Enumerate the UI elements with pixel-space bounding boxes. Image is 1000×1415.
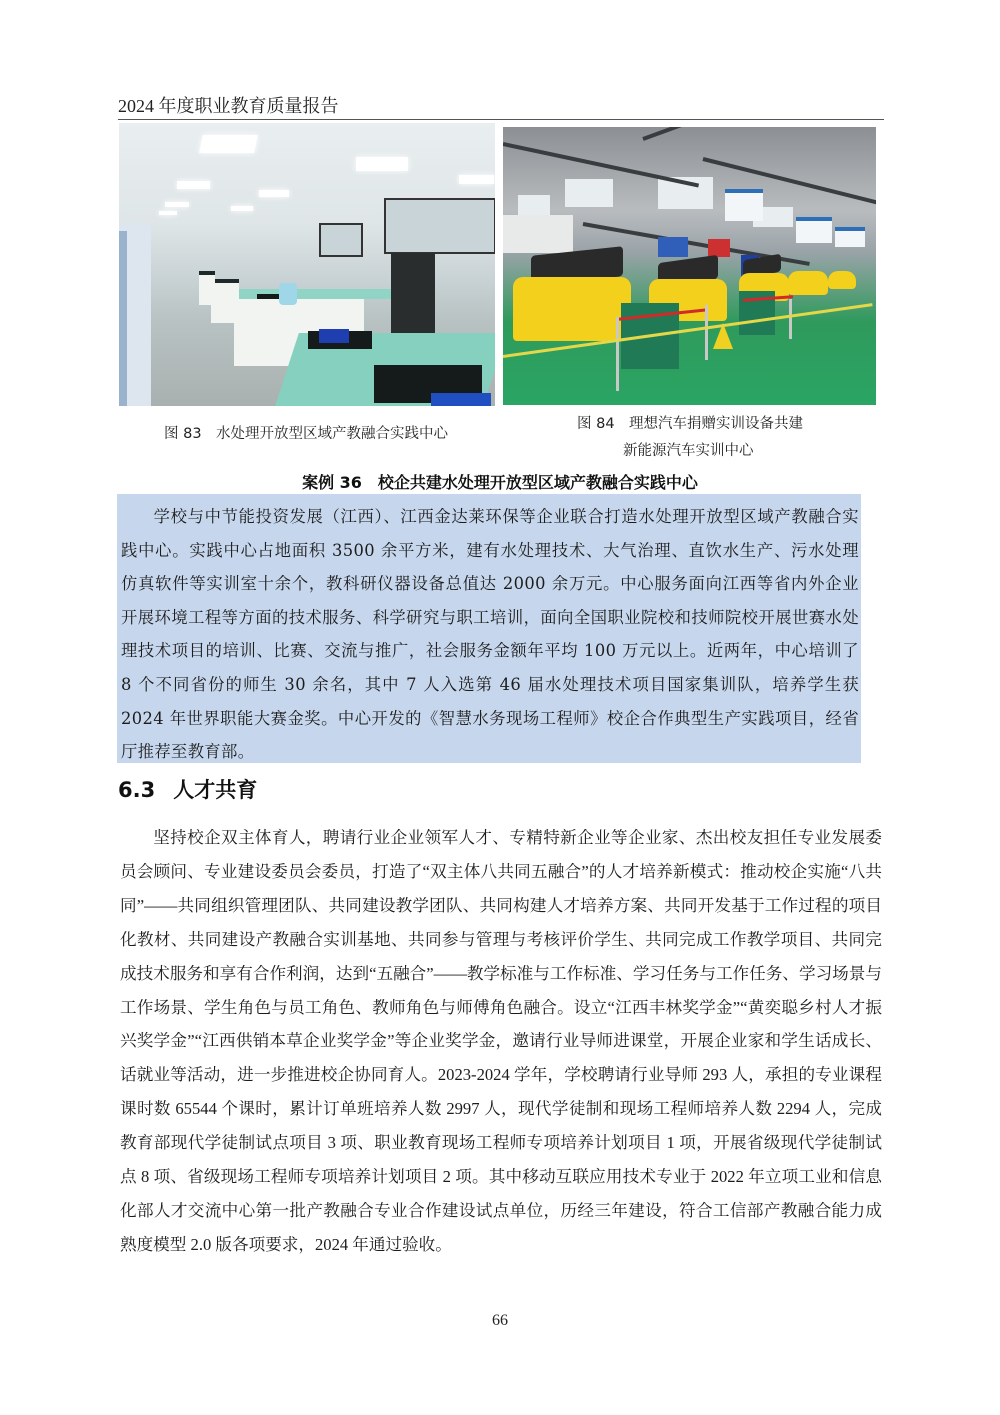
case-study-body: 学校与中节能投资发展（江西）、江西金达莱环保等企业联合打造水处理开放型区域产教融合实践中心。实践中心占地面积 3500 余平方米，建有水处理技术、大气治理、直饮水生产、污水处理仿真软件等实训室十余个，教科研仪器设备总值达 2000 余万元。中心服务面向江西等省内外企业开展环境工程等方面的技术服务、科学研究与职工培训，面向全国职业院校和技师院校开展世赛水处理技术项目的培训、比赛、交流与推广，社会服务金额年平均 100 万元以上。近两年，中心培训了 8 个不同省份的师生 30 余名，其中 7 人入选第 46 届水处理技术项目国家集训队，培养学生获 2024 年世界职能大赛金奖。中心开发的《智慧水务现场工程师》校企合作典型生产实践项目，经省厅推荐至教育部。	[121, 507, 859, 762]
figure-83-caption: 图 83 水处理开放型区域产教融合实践中心	[164, 426, 449, 442]
page-number: 66	[492, 1312, 508, 1329]
section-heading	[118, 774, 257, 804]
figure-84-caption-line2: 新能源汽车实训中心	[623, 443, 754, 459]
section-body-paragraph: 坚持校企双主体育人，聘请行业企业领军人才、专精特新企业等企业家、杰出校友担任专业发展委员会顾问、专业建设委员会委员，打造了“双主体八共同五融合”的人才培养新模式：推动校企实施“八共同”——共同组织管理团队、共同建设教学团队、共同构建人才培养方案、共同开发基于工作过程的项目化教材、共同建设产教融合实训基地、共同参与管理与考核评价学生、共同完成工作教学项目、共同完成技术服务和享有合作利润，达到“五融合”——教学标准与工作标准、学习任务与工作任务、学习场景与工作场景、学生角色与员工角色、教师角色与师傅角色融合。设立“江西丰林奖学金”“黄奕聪乡村人才振兴奖学金”“江西供销本草企业奖学金”等企业奖学金，邀请行业导师进课堂，开展企业家和学生话成长、话就业等活动，进一步推进校企协同育人。2023-2024 学年，学校聘请行业导师 293 人，承担的专业课程课时数 65544 个课时，累计订单班培养人数 2997 人，现代学徒制和现场工程师培养人数 2294 人，完成教育部现代学徒制试点项目 3 项、职业教育现场工程师专项培养计划项目 1 项，开展省级现代学徒制试点 8 项、省级现场工程师专项培养计划项目 2 项。其中移动互联应用技术专业于 2022 年立项工业和信息化部人才交流中心第一批产教融合专业合作建设试点单位，历经三年建设，符合工信部产教融合能力成熟度模型 2.0 版各项要求，2024 年通过验收。	[120, 828, 882, 1254]
section-title-text: 人才共育	[173, 778, 258, 802]
figure-84-photo	[503, 127, 876, 405]
section-number: 6.3	[118, 778, 156, 802]
header-divider	[118, 119, 884, 120]
figure-84-caption-line1: 图 84 理想汽车捐赠实训设备共建	[577, 416, 804, 432]
figure-83-photo	[119, 123, 495, 406]
running-header: 2024 年度职业教育质量报告	[118, 96, 339, 116]
case-study-title: 案例 36 校企共建水处理开放型区域产教融合实践中心	[302, 473, 698, 492]
